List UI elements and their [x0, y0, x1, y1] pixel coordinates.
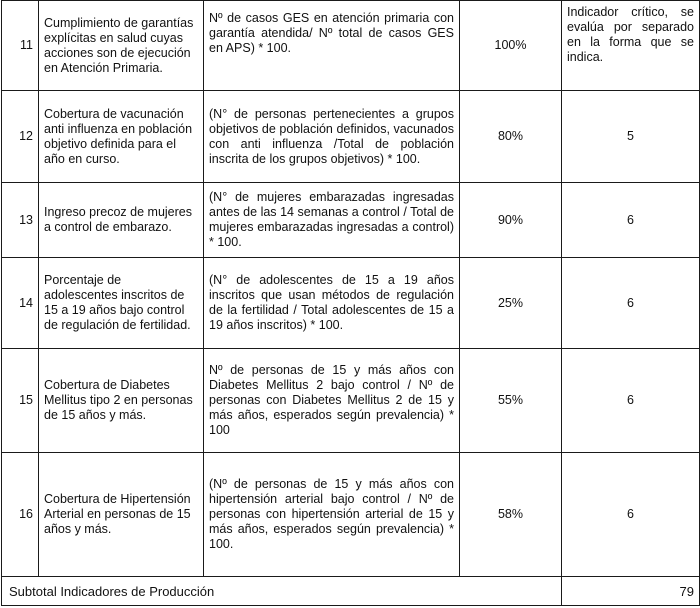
indicator-weight: 5 — [562, 91, 700, 183]
indicator-name: Ingreso precoz de mujeres a control de embarazo. — [39, 183, 204, 258]
indicator-formula: (N° de adolescentes de 15 a 19 años inscritos que usan métodos de regulación de la fertilidad / Total adolescentes de 15 a 19 años inscritos) * 100. — [204, 258, 460, 349]
table-row — [2, 258, 700, 349]
table-row — [2, 349, 700, 453]
row-number: 14 — [2, 258, 39, 349]
row-number: 12 — [2, 91, 39, 183]
indicator-formula: (N° de personas pertenecientes a grupos objetivos de población definidos, vacunados con anti influenza /Total de población inscrita de los grupos objetivos) * 100. — [204, 91, 460, 183]
indicator-goal: 58% — [460, 453, 562, 577]
indicator-goal: 80% — [460, 91, 562, 183]
indicator-name: Cobertura de Hipertensión Arterial en personas de 15 años y más. — [39, 453, 204, 577]
row-number: 16 — [2, 453, 39, 577]
indicator-name: Porcentaje de adolescentes inscritos de 15 a 19 años bajo control de regulación de fertilidad. — [39, 258, 204, 349]
indicator-name: Cobertura de Diabetes Mellitus tipo 2 en personas de 15 años y más. — [39, 349, 204, 453]
indicator-goal: 55% — [460, 349, 562, 453]
indicator-weight: 6 — [562, 453, 700, 577]
indicator-goal: 90% — [460, 183, 562, 258]
indicator-goal: 100% — [460, 1, 562, 91]
indicator-formula: Nº de casos GES en atención primaria con garantía atendida/ Nº total de casos GES en APS) * 100. — [204, 1, 460, 91]
indicator-weight: 6 — [562, 349, 700, 453]
indicator-name: Cobertura de vacunación anti influenza en población objetivo definida para el año en curso. — [39, 91, 204, 183]
row-number: 11 — [2, 1, 39, 91]
table-row — [2, 1, 700, 91]
indicator-name: Cumplimiento de garantías explícitas en salud cuyas acciones son de ejecución en Atención Primaria. — [39, 1, 204, 91]
indicator-goal: 25% — [460, 258, 562, 349]
subtotal-row — [2, 577, 700, 606]
indicator-weight: 6 — [562, 258, 700, 349]
table-row — [2, 453, 700, 577]
indicator-formula: (Nº de personas de 15 y más años con hipertensión arterial bajo control / Nº de personas con hipertensión arterial de 15 y más años, esperados según prevalencia) * 100. — [204, 453, 460, 577]
table-row — [2, 183, 700, 258]
indicator-formula: (N° de mujeres embarazadas ingresadas antes de las 14 semanas a control / Total de mujeres embarazadas ingresadas a control) * 100. — [204, 183, 460, 258]
subtotal-value: 79 — [562, 577, 700, 606]
indicator-formula: Nº de personas de 15 y más años con Diabetes Mellitus 2 bajo control / Nº de personas con Diabetes Mellitus 2 de 15 y más años, esperados según prevalencia) * 100 — [204, 349, 460, 453]
table-row — [2, 91, 700, 183]
indicators-table — [1, 0, 700, 606]
row-number: 15 — [2, 349, 39, 453]
subtotal-label: Subtotal Indicadores de Producción — [2, 577, 562, 606]
indicator-weight: 6 — [562, 183, 700, 258]
indicator-weight: Indicador crítico, se evalúa por separado en la forma que se indica. — [562, 1, 700, 91]
row-number: 13 — [2, 183, 39, 258]
